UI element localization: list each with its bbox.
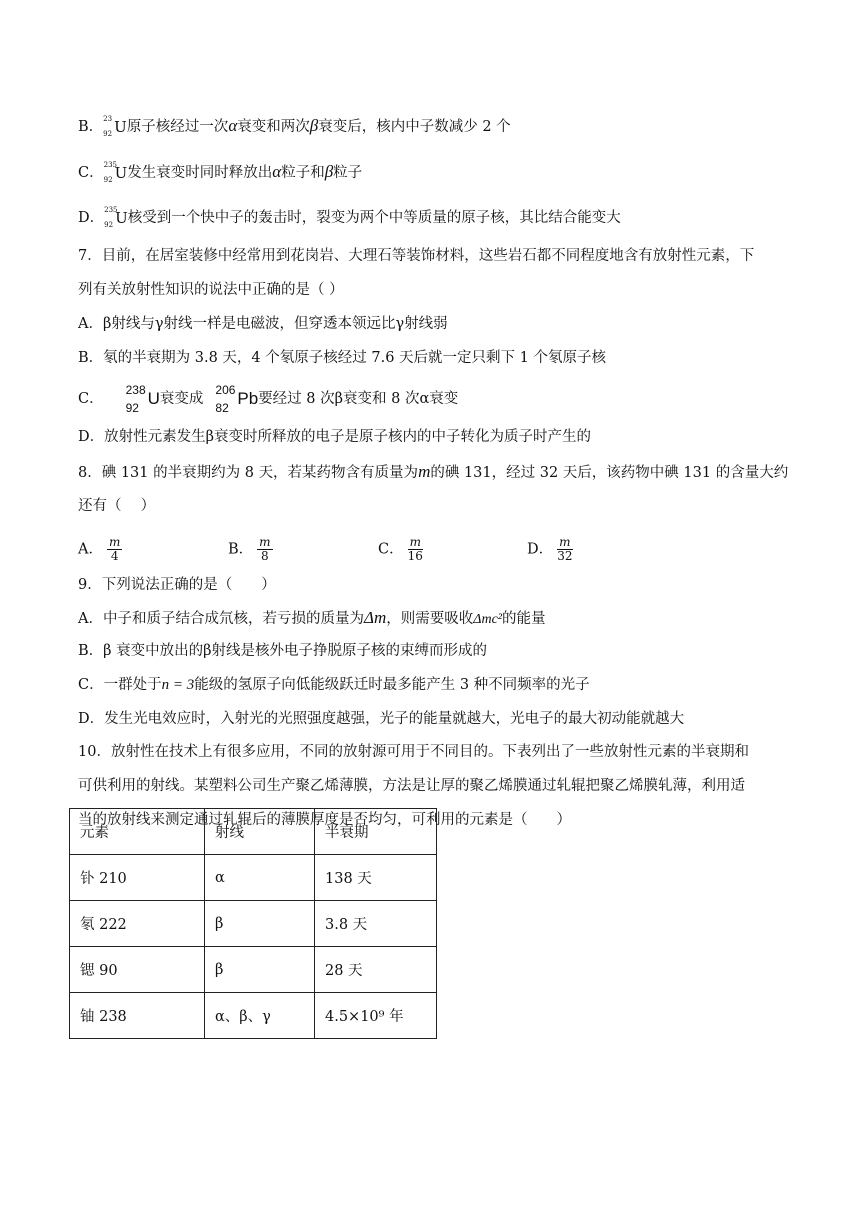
energy-level-formula: n = 3: [161, 677, 195, 693]
option-text: C．一群处于: [78, 677, 162, 693]
q10-stem-line3: 当的放射线来测定通过轧辊后的薄膜厚度是否均匀，可利用的元素是（ ）: [78, 812, 571, 828]
q6-option-b: [78, 116, 511, 137]
fraction-numerator: m: [108, 535, 121, 549]
option-text: 核受到一个快中子的轰击时，裂变为两个中等质量的原子核，其比结合能变大: [127, 210, 621, 226]
energy-formula: Δmc²: [473, 612, 502, 627]
q8-option-c: [378, 536, 423, 563]
q6-option-c: [78, 162, 362, 183]
table-cell: 4.5×10⁹ 年: [315, 993, 437, 1039]
atomic-number: 92: [125, 401, 139, 415]
radioactive-elements-table: [69, 808, 437, 1039]
table-cell: 28 天: [315, 947, 437, 993]
fraction: [557, 536, 572, 563]
option-text: 衰变成: [159, 391, 204, 407]
element-symbol: U: [114, 118, 127, 136]
table-row: [70, 901, 437, 947]
table-row: [70, 947, 437, 993]
option-text: 衰变后，核内中子数减少 2 个: [318, 119, 511, 135]
alpha-symbol: α: [228, 116, 238, 135]
mass-defect-symbol: Δm: [363, 608, 387, 627]
option-label: D．: [527, 541, 554, 558]
stem-text: 8．碘 131 的半衰期约为 8 天，若某药物含有质量为: [78, 465, 419, 481]
option-text: 能级的氢原子向低能级跃迁时最多能产生 3 种不同频率的光子: [194, 677, 590, 693]
option-text: 原子核经过一次: [126, 119, 229, 135]
table-header-row: [70, 809, 437, 855]
table-row: [70, 993, 437, 1039]
atomic-number: 82: [215, 401, 229, 415]
atomic-number: 92: [103, 176, 113, 184]
option-text: 要经过 8 次β衰变和 8 次α衰变: [258, 391, 459, 407]
table-cell: β: [205, 947, 315, 993]
q9-option-d: D．发生光电效应时，入射光的光照强度越强，光子的能量就越大，光电子的最大初动能就越大: [78, 711, 685, 727]
option-text: 粒子和: [281, 165, 325, 181]
option-text: 的能量: [502, 611, 546, 627]
table-cell: 138 天: [315, 855, 437, 901]
mass-number: 235: [104, 206, 118, 214]
option-label: B．: [78, 119, 104, 135]
q7-option-a: A．β射线与γ射线一样是电磁波，但穿透本领远比γ射线弱: [78, 316, 448, 332]
fraction-denominator: 8: [261, 549, 269, 563]
element-symbol: U: [114, 164, 128, 182]
q9-stem: 9．下列说法正确的是（ ）: [78, 577, 276, 593]
beta-symbol: β: [324, 162, 334, 181]
beta-symbol: β: [309, 116, 319, 135]
table-header-cell: 元素: [70, 809, 205, 855]
mass-number: 235: [103, 161, 117, 169]
table-cell: 3.8 天: [315, 901, 437, 947]
option-text: 粒子: [333, 165, 363, 181]
table-cell: 锶 90: [70, 947, 205, 993]
table-cell: α、β、γ: [205, 993, 315, 1039]
q7-stem-line1: 7．目前，在居室装修中经常用到花岗岩、大理石等装饰材料，这些岩石都不同程度地含有放射性元素，下: [78, 248, 755, 264]
q6-option-d: [78, 208, 621, 228]
atomic-number: 92: [103, 130, 113, 138]
nuclide-u235: [104, 163, 128, 183]
q8-options-row: [78, 530, 638, 562]
alpha-symbol: α: [272, 162, 282, 181]
fraction-numerator: m: [559, 535, 571, 549]
mass-number: 238: [125, 383, 146, 397]
element-symbol: U: [147, 389, 160, 408]
nuclide-u238: [126, 384, 160, 414]
mass-number: 23: [103, 115, 113, 123]
option-text: 衰变和两次: [237, 119, 310, 135]
q7-option-c: [78, 384, 458, 414]
q10-stem-line2: 可供利用的射线。某塑料公司生产聚乙烯薄膜，方法是让厚的聚乙烯膜通过轧辊把聚乙烯膜轧薄，利用适: [78, 778, 745, 794]
table-cell: α: [205, 855, 315, 901]
option-text: 发生衰变时同时释放出: [127, 165, 273, 181]
table-cell: β: [205, 901, 315, 947]
option-label: B．: [228, 541, 254, 558]
element-symbol: Pb: [237, 389, 259, 408]
nuclide-u235: [104, 208, 128, 228]
option-label: C．: [78, 391, 104, 407]
fraction: [107, 536, 122, 563]
mass-variable: m: [418, 462, 431, 481]
fraction-numerator: m: [259, 535, 271, 549]
q8-stem-line1: [78, 462, 788, 483]
fraction: [257, 536, 272, 563]
fraction-denominator: 4: [110, 549, 119, 563]
fraction-denominator: 32: [557, 549, 573, 563]
fraction-denominator: 16: [407, 549, 423, 563]
q9-option-c: [78, 675, 590, 695]
nuclide-pb206: [215, 384, 258, 414]
q7-option-b: B．氡的半衰期为 3.8 天，4 个氡原子核经过 7.6 天后就一定只剩下 1 个氡原子核: [78, 350, 606, 366]
q10-stem-line1: 10．放射性在技术上有很多应用，不同的放射源可用于不同目的。下表列出了一些放射性元素的半衰期和: [78, 744, 749, 760]
table-cell: 氡 222: [70, 901, 205, 947]
fraction: [408, 536, 423, 563]
q7-option-d: D．放射性元素发生β衰变时所释放的电子是原子核内的中子转化为质子时产生的: [78, 429, 592, 445]
table-cell: 钋 210: [70, 855, 205, 901]
option-label: A．: [78, 541, 103, 558]
option-text: ，则需要吸收: [386, 611, 474, 627]
option-label: C．: [378, 541, 404, 558]
fraction-numerator: m: [409, 535, 421, 549]
table-header-cell: 射线: [205, 809, 315, 855]
q8-option-a: [78, 536, 122, 563]
mass-number: 206: [215, 383, 236, 397]
q9-option-b: B．β 衰变中放出的β射线是核外电子挣脱原子核的束缚而形成的: [78, 643, 488, 659]
stem-text: 的碘 131，经过 32 天后，该药物中碘 131 的含量大约: [430, 465, 789, 481]
atomic-number: 92: [104, 221, 114, 229]
q7-stem-line2: 列有关放射性知识的说法中正确的是（ ）: [78, 282, 344, 298]
q8-option-d: [527, 536, 573, 563]
table-row: [70, 855, 437, 901]
option-text: A．中子和质子结合成氘核，若亏损的质量为: [78, 611, 364, 627]
nuclide-u23: [103, 117, 127, 137]
q8-option-b: [228, 536, 273, 563]
table-header-cell: 半衰期: [315, 809, 437, 855]
element-symbol: U: [115, 209, 128, 227]
table-cell: 铀 238: [70, 993, 205, 1039]
option-label: D．: [78, 210, 105, 226]
option-label: C．: [78, 165, 104, 181]
q8-stem-line2: 还有（ ）: [78, 498, 156, 514]
q9-option-a: [78, 608, 546, 630]
